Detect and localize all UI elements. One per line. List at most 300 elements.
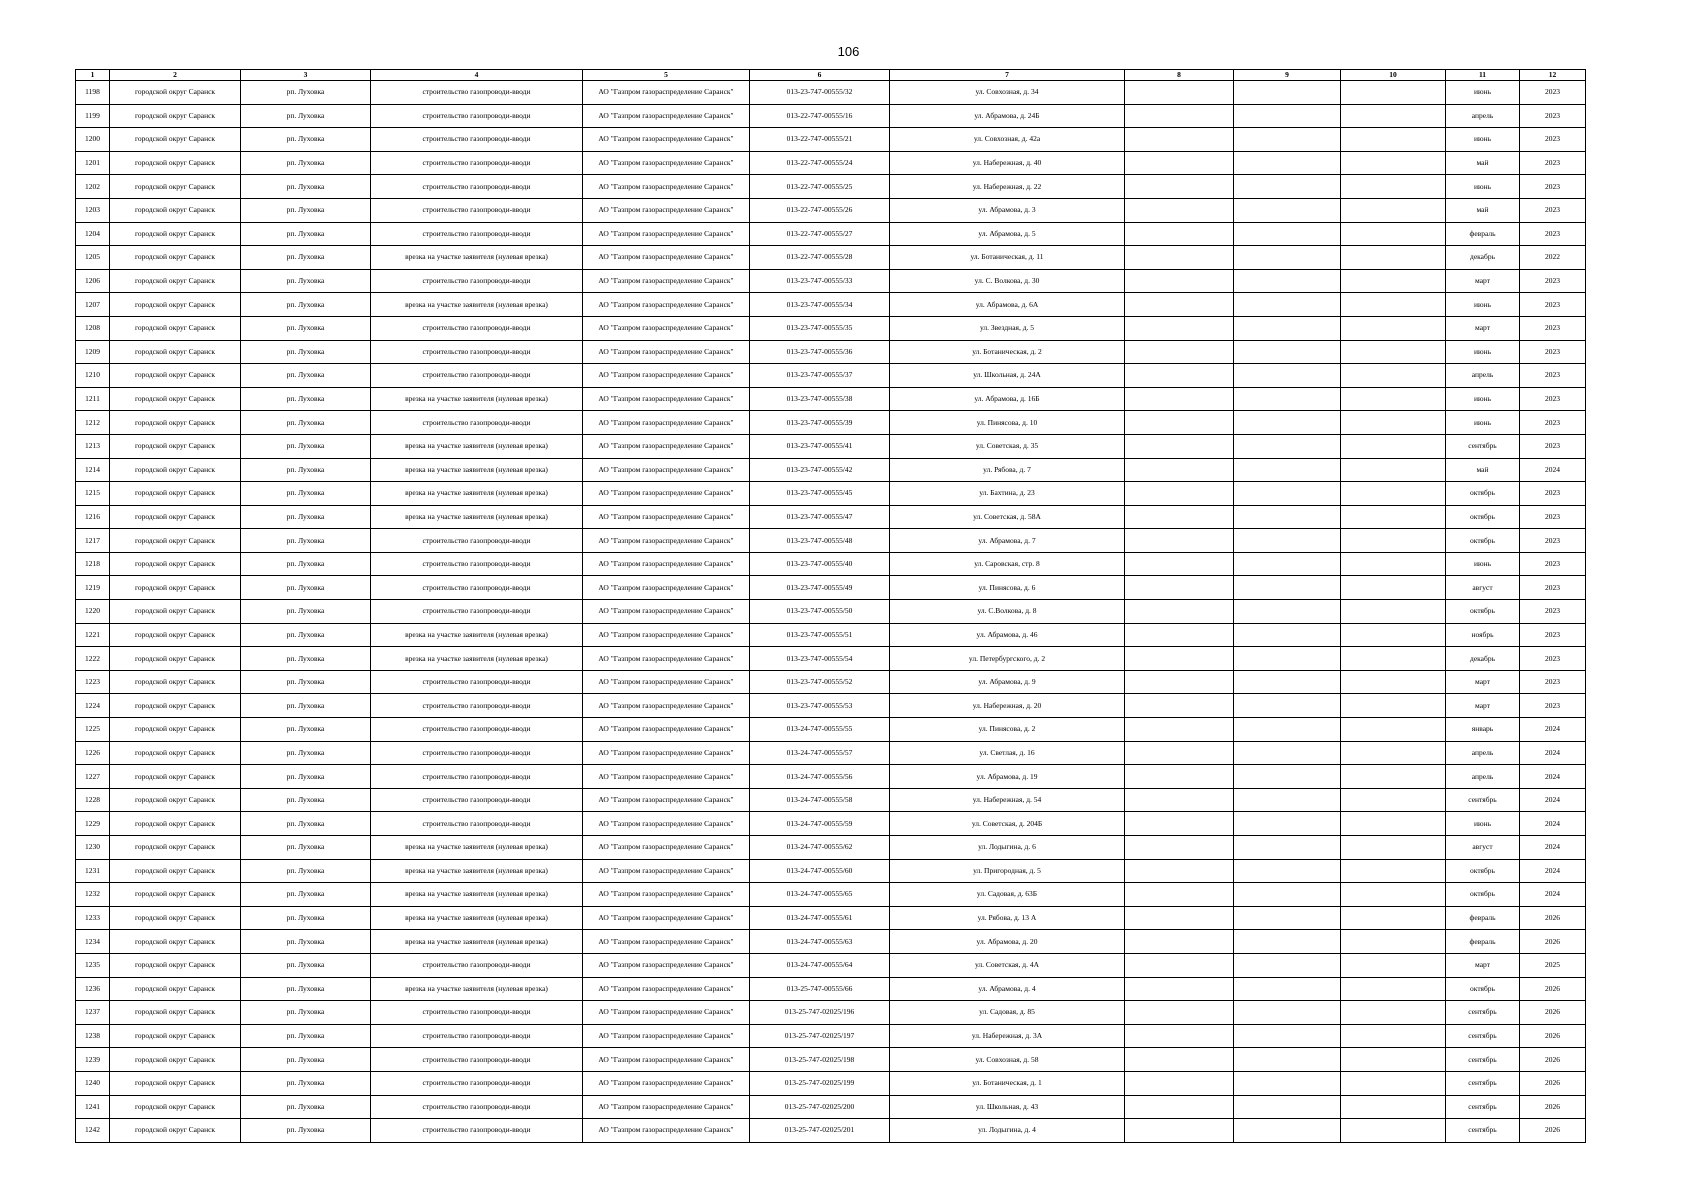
cell-tu-number: 013-23-747-00555/36 xyxy=(750,340,890,364)
table-row xyxy=(76,765,1586,789)
cell-address: ул. Пинясова, д. 2 xyxy=(890,718,1125,742)
cell-address: ул. Советская, д. 58А xyxy=(890,505,1125,529)
cell-settlement: рп. Луховка xyxy=(241,364,371,388)
cell-work-type: врезка на участке заявителя (нулевая врезка) xyxy=(371,434,583,458)
table-row xyxy=(76,741,1586,765)
cell-work-type: строительство газопроводи-вводи xyxy=(371,953,583,977)
cell-tu-number: 013-23-747-00555/35 xyxy=(750,316,890,340)
cell-municipality: городской округ Саранск xyxy=(110,788,241,812)
cell-municipality: городской округ Саранск xyxy=(110,977,241,1001)
cell-settlement: рп. Луховка xyxy=(241,647,371,671)
table-row xyxy=(76,482,1586,506)
cell-settlement: рп. Луховка xyxy=(241,269,371,293)
cell-col-8 xyxy=(1125,694,1234,718)
cell-municipality: городской округ Саранск xyxy=(110,600,241,624)
cell-year: 2023 xyxy=(1520,387,1586,411)
cell-row-number: 1231 xyxy=(76,859,110,883)
cell-organization: АО "Газпром газораспределение Саранск" xyxy=(583,930,750,954)
cell-work-type: строительство газопроводи-вводи xyxy=(371,576,583,600)
cell-year: 2023 xyxy=(1520,411,1586,435)
column-header-10: 10 xyxy=(1341,70,1446,81)
cell-year: 2023 xyxy=(1520,293,1586,317)
cell-row-number: 1203 xyxy=(76,198,110,222)
cell-col-8 xyxy=(1125,718,1234,742)
cell-month: сентябрь xyxy=(1446,1001,1520,1025)
cell-work-type: строительство газопроводи-вводи xyxy=(371,364,583,388)
cell-row-number: 1227 xyxy=(76,765,110,789)
cell-col-8 xyxy=(1125,81,1234,105)
table-row xyxy=(76,364,1586,388)
cell-municipality: городской округ Саранск xyxy=(110,1048,241,1072)
cell-col-10 xyxy=(1341,576,1446,600)
cell-municipality: городской округ Саранск xyxy=(110,906,241,930)
cell-col-10 xyxy=(1341,1001,1446,1025)
cell-col-9 xyxy=(1234,812,1341,836)
cell-month: октябрь xyxy=(1446,977,1520,1001)
cell-work-type: строительство газопроводи-вводи xyxy=(371,529,583,553)
cell-col-9 xyxy=(1234,411,1341,435)
cell-col-9 xyxy=(1234,316,1341,340)
cell-month: ноябрь xyxy=(1446,623,1520,647)
cell-col-10 xyxy=(1341,364,1446,388)
cell-settlement: рп. Луховка xyxy=(241,482,371,506)
column-header-5: 5 xyxy=(583,70,750,81)
cell-row-number: 1225 xyxy=(76,718,110,742)
cell-organization: АО "Газпром газораспределение Саранск" xyxy=(583,434,750,458)
cell-organization: АО "Газпром газораспределение Саранск" xyxy=(583,647,750,671)
cell-organization: АО "Газпром газораспределение Саранск" xyxy=(583,623,750,647)
cell-organization: АО "Газпром газораспределение Саранск" xyxy=(583,600,750,624)
cell-settlement: рп. Луховка xyxy=(241,906,371,930)
cell-tu-number: 013-23-747-00555/52 xyxy=(750,670,890,694)
cell-year: 2026 xyxy=(1520,1001,1586,1025)
cell-year: 2023 xyxy=(1520,529,1586,553)
cell-settlement: рп. Луховка xyxy=(241,316,371,340)
cell-month: сентябрь xyxy=(1446,1024,1520,1048)
cell-municipality: городской округ Саранск xyxy=(110,128,241,152)
cell-settlement: рп. Луховка xyxy=(241,765,371,789)
table-row xyxy=(76,906,1586,930)
table-row xyxy=(76,647,1586,671)
cell-col-10 xyxy=(1341,977,1446,1001)
cell-tu-number: 013-24-747-00555/59 xyxy=(750,812,890,836)
cell-row-number: 1234 xyxy=(76,930,110,954)
cell-col-8 xyxy=(1125,104,1234,128)
table-row xyxy=(76,670,1586,694)
cell-settlement: рп. Луховка xyxy=(241,104,371,128)
cell-address: ул. Абрамова, д. 3 xyxy=(890,198,1125,222)
cell-organization: АО "Газпром газораспределение Саранск" xyxy=(583,718,750,742)
cell-tu-number: 013-25-747-02025/196 xyxy=(750,1001,890,1025)
cell-organization: АО "Газпром газораспределение Саранск" xyxy=(583,222,750,246)
cell-work-type: строительство газопроводи-вводи xyxy=(371,340,583,364)
cell-col-8 xyxy=(1125,788,1234,812)
cell-col-10 xyxy=(1341,175,1446,199)
cell-municipality: городской округ Саранск xyxy=(110,694,241,718)
table-row xyxy=(76,246,1586,270)
column-header-2: 2 xyxy=(110,70,241,81)
cell-col-8 xyxy=(1125,151,1234,175)
cell-address: ул. Абрамова, д. 9 xyxy=(890,670,1125,694)
cell-col-9 xyxy=(1234,529,1341,553)
cell-organization: АО "Газпром газораспределение Саранск" xyxy=(583,953,750,977)
cell-col-8 xyxy=(1125,293,1234,317)
cell-work-type: врезка на участке заявителя (нулевая врезка) xyxy=(371,647,583,671)
cell-col-9 xyxy=(1234,151,1341,175)
cell-col-9 xyxy=(1234,222,1341,246)
cell-row-number: 1216 xyxy=(76,505,110,529)
cell-tu-number: 013-23-747-00555/39 xyxy=(750,411,890,435)
cell-municipality: городской округ Саранск xyxy=(110,529,241,553)
cell-year: 2024 xyxy=(1520,741,1586,765)
cell-address: ул. Набережная, д. 22 xyxy=(890,175,1125,199)
cell-col-8 xyxy=(1125,836,1234,860)
cell-year: 2024 xyxy=(1520,859,1586,883)
cell-year: 2024 xyxy=(1520,836,1586,860)
cell-month: сентябрь xyxy=(1446,1119,1520,1143)
cell-settlement: рп. Луховка xyxy=(241,600,371,624)
cell-year: 2023 xyxy=(1520,647,1586,671)
cell-municipality: городской округ Саранск xyxy=(110,293,241,317)
cell-row-number: 1214 xyxy=(76,458,110,482)
cell-col-10 xyxy=(1341,529,1446,553)
cell-settlement: рп. Луховка xyxy=(241,1119,371,1143)
cell-address: ул. Советская, д. 35 xyxy=(890,434,1125,458)
cell-address: ул. Ботаническая, д. 2 xyxy=(890,340,1125,364)
cell-settlement: рп. Луховка xyxy=(241,222,371,246)
cell-tu-number: 013-23-747-00555/54 xyxy=(750,647,890,671)
cell-address: ул. Саровская, стр. 8 xyxy=(890,552,1125,576)
cell-row-number: 1232 xyxy=(76,883,110,907)
cell-year: 2023 xyxy=(1520,434,1586,458)
cell-col-8 xyxy=(1125,434,1234,458)
cell-address: ул. Пинясова, д. 6 xyxy=(890,576,1125,600)
cell-organization: АО "Газпром газораспределение Саранск" xyxy=(583,859,750,883)
cell-municipality: городской округ Саранск xyxy=(110,741,241,765)
cell-tu-number: 013-22-747-00555/24 xyxy=(750,151,890,175)
cell-work-type: врезка на участке заявителя (нулевая врезка) xyxy=(371,906,583,930)
table-row xyxy=(76,505,1586,529)
cell-settlement: рп. Луховка xyxy=(241,836,371,860)
cell-settlement: рп. Луховка xyxy=(241,340,371,364)
cell-address: ул. Садовая, д. 85 xyxy=(890,1001,1125,1025)
table-row xyxy=(76,529,1586,553)
cell-row-number: 1200 xyxy=(76,128,110,152)
cell-row-number: 1199 xyxy=(76,104,110,128)
cell-municipality: городской округ Саранск xyxy=(110,836,241,860)
cell-address: ул. Светлая, д. 16 xyxy=(890,741,1125,765)
cell-col-10 xyxy=(1341,600,1446,624)
cell-col-10 xyxy=(1341,930,1446,954)
cell-col-8 xyxy=(1125,600,1234,624)
cell-col-9 xyxy=(1234,293,1341,317)
cell-col-10 xyxy=(1341,953,1446,977)
table-row xyxy=(76,718,1586,742)
cell-tu-number: 013-24-747-00555/58 xyxy=(750,788,890,812)
cell-month: сентябрь xyxy=(1446,1071,1520,1095)
cell-row-number: 1239 xyxy=(76,1048,110,1072)
cell-organization: АО "Газпром газораспределение Саранск" xyxy=(583,529,750,553)
cell-col-9 xyxy=(1234,741,1341,765)
cell-col-10 xyxy=(1341,340,1446,364)
cell-organization: АО "Газпром газораспределение Саранск" xyxy=(583,316,750,340)
cell-settlement: рп. Луховка xyxy=(241,741,371,765)
cell-month: июнь xyxy=(1446,81,1520,105)
cell-month: февраль xyxy=(1446,906,1520,930)
cell-address: ул. Ботаническая, д. 11 xyxy=(890,246,1125,270)
cell-settlement: рп. Луховка xyxy=(241,718,371,742)
cell-col-10 xyxy=(1341,836,1446,860)
cell-col-10 xyxy=(1341,1071,1446,1095)
cell-month: август xyxy=(1446,836,1520,860)
table-row xyxy=(76,1001,1586,1025)
cell-settlement: рп. Луховка xyxy=(241,1024,371,1048)
cell-col-9 xyxy=(1234,600,1341,624)
cell-col-8 xyxy=(1125,623,1234,647)
cell-col-9 xyxy=(1234,198,1341,222)
cell-address: ул. Пинясова, д. 10 xyxy=(890,411,1125,435)
cell-tu-number: 013-23-747-00555/45 xyxy=(750,482,890,506)
cell-row-number: 1213 xyxy=(76,434,110,458)
cell-col-9 xyxy=(1234,836,1341,860)
cell-col-8 xyxy=(1125,906,1234,930)
cell-tu-number: 013-24-747-00555/62 xyxy=(750,836,890,860)
cell-col-8 xyxy=(1125,812,1234,836)
cell-year: 2026 xyxy=(1520,1071,1586,1095)
cell-address: ул. С. Волкова, д. 30 xyxy=(890,269,1125,293)
cell-col-8 xyxy=(1125,930,1234,954)
cell-col-9 xyxy=(1234,552,1341,576)
cell-settlement: рп. Луховка xyxy=(241,198,371,222)
cell-organization: АО "Газпром газораспределение Саранск" xyxy=(583,906,750,930)
cell-municipality: городской округ Саранск xyxy=(110,411,241,435)
page-number: 106 xyxy=(837,44,860,59)
column-header-12: 12 xyxy=(1520,70,1586,81)
cell-work-type: строительство газопроводи-вводи xyxy=(371,1001,583,1025)
column-number-header-row xyxy=(76,70,1586,81)
cell-col-8 xyxy=(1125,576,1234,600)
cell-month: май xyxy=(1446,151,1520,175)
cell-year: 2024 xyxy=(1520,718,1586,742)
cell-row-number: 1229 xyxy=(76,812,110,836)
cell-year: 2023 xyxy=(1520,552,1586,576)
cell-col-10 xyxy=(1341,434,1446,458)
cell-col-10 xyxy=(1341,246,1446,270)
cell-organization: АО "Газпром газораспределение Саранск" xyxy=(583,411,750,435)
cell-month: март xyxy=(1446,953,1520,977)
cell-month: октябрь xyxy=(1446,482,1520,506)
cell-organization: АО "Газпром газораспределение Саранск" xyxy=(583,246,750,270)
cell-col-9 xyxy=(1234,387,1341,411)
cell-col-9 xyxy=(1234,1048,1341,1072)
cell-tu-number: 013-22-747-00555/25 xyxy=(750,175,890,199)
cell-col-8 xyxy=(1125,246,1234,270)
cell-year: 2023 xyxy=(1520,623,1586,647)
cell-settlement: рп. Луховка xyxy=(241,151,371,175)
cell-row-number: 1205 xyxy=(76,246,110,270)
cell-settlement: рп. Луховка xyxy=(241,977,371,1001)
table-row xyxy=(76,623,1586,647)
cell-municipality: городской округ Саранск xyxy=(110,1071,241,1095)
cell-organization: АО "Газпром газораспределение Саранск" xyxy=(583,505,750,529)
cell-row-number: 1242 xyxy=(76,1119,110,1143)
cell-row-number: 1201 xyxy=(76,151,110,175)
cell-work-type: врезка на участке заявителя (нулевая врезка) xyxy=(371,977,583,1001)
cell-row-number: 1223 xyxy=(76,670,110,694)
cell-col-10 xyxy=(1341,765,1446,789)
cell-address: ул. Петербургского, д. 2 xyxy=(890,647,1125,671)
cell-col-10 xyxy=(1341,81,1446,105)
cell-municipality: городской округ Саранск xyxy=(110,364,241,388)
cell-col-9 xyxy=(1234,977,1341,1001)
cell-settlement: рп. Луховка xyxy=(241,1001,371,1025)
cell-month: сентябрь xyxy=(1446,788,1520,812)
cell-address: ул. Лодыгина, д. 4 xyxy=(890,1119,1125,1143)
cell-organization: АО "Газпром газораспределение Саранск" xyxy=(583,883,750,907)
cell-municipality: городской округ Саранск xyxy=(110,1024,241,1048)
cell-municipality: городской округ Саранск xyxy=(110,552,241,576)
cell-row-number: 1235 xyxy=(76,953,110,977)
cell-work-type: строительство газопроводи-вводи xyxy=(371,812,583,836)
cell-municipality: городской округ Саранск xyxy=(110,505,241,529)
cell-organization: АО "Газпром газораспределение Саранск" xyxy=(583,81,750,105)
cell-municipality: городской округ Саранск xyxy=(110,434,241,458)
cell-row-number: 1220 xyxy=(76,600,110,624)
cell-col-8 xyxy=(1125,883,1234,907)
cell-organization: АО "Газпром газораспределение Саранск" xyxy=(583,458,750,482)
table-row xyxy=(76,1071,1586,1095)
cell-tu-number: 013-23-747-00555/51 xyxy=(750,623,890,647)
cell-organization: АО "Газпром газораспределение Саранск" xyxy=(583,293,750,317)
cell-work-type: врезка на участке заявителя (нулевая врезка) xyxy=(371,387,583,411)
cell-tu-number: 013-24-747-00555/63 xyxy=(750,930,890,954)
cell-col-10 xyxy=(1341,1048,1446,1072)
cell-year: 2023 xyxy=(1520,600,1586,624)
cell-municipality: городской округ Саранск xyxy=(110,104,241,128)
cell-municipality: городской округ Саранск xyxy=(110,647,241,671)
table-row xyxy=(76,576,1586,600)
register-table xyxy=(75,69,1586,1143)
cell-settlement: рп. Луховка xyxy=(241,293,371,317)
cell-address: ул. Совхозная, д. 42а xyxy=(890,128,1125,152)
cell-organization: АО "Газпром газораспределение Саранск" xyxy=(583,104,750,128)
column-header-1: 1 xyxy=(76,70,110,81)
cell-work-type: врезка на участке заявителя (нулевая врезка) xyxy=(371,505,583,529)
cell-year: 2023 xyxy=(1520,340,1586,364)
cell-organization: АО "Газпром газораспределение Саранск" xyxy=(583,836,750,860)
cell-tu-number: 013-22-747-00555/16 xyxy=(750,104,890,128)
cell-col-9 xyxy=(1234,788,1341,812)
cell-col-10 xyxy=(1341,623,1446,647)
cell-municipality: городской округ Саранск xyxy=(110,175,241,199)
table-row xyxy=(76,600,1586,624)
cell-organization: АО "Газпром газораспределение Саранск" xyxy=(583,1071,750,1095)
cell-month: сентябрь xyxy=(1446,1095,1520,1119)
cell-work-type: строительство газопроводи-вводи xyxy=(371,222,583,246)
cell-col-9 xyxy=(1234,765,1341,789)
cell-col-8 xyxy=(1125,128,1234,152)
cell-organization: АО "Газпром газораспределение Саранск" xyxy=(583,552,750,576)
cell-settlement: рп. Луховка xyxy=(241,434,371,458)
cell-month: март xyxy=(1446,694,1520,718)
table-row xyxy=(76,81,1586,105)
table-row xyxy=(76,175,1586,199)
table-row xyxy=(76,340,1586,364)
cell-month: октябрь xyxy=(1446,505,1520,529)
cell-tu-number: 013-22-747-00555/28 xyxy=(750,246,890,270)
cell-col-9 xyxy=(1234,458,1341,482)
cell-col-8 xyxy=(1125,458,1234,482)
cell-col-10 xyxy=(1341,647,1446,671)
cell-col-9 xyxy=(1234,718,1341,742)
cell-municipality: городской округ Саранск xyxy=(110,883,241,907)
cell-work-type: врезка на участке заявителя (нулевая врезка) xyxy=(371,482,583,506)
cell-row-number: 1215 xyxy=(76,482,110,506)
cell-address: ул. Звездная, д. 5 xyxy=(890,316,1125,340)
cell-col-10 xyxy=(1341,316,1446,340)
cell-work-type: строительство газопроводи-вводи xyxy=(371,670,583,694)
cell-address: ул. Набережная, д. 54 xyxy=(890,788,1125,812)
cell-col-9 xyxy=(1234,670,1341,694)
cell-municipality: городской округ Саранск xyxy=(110,1095,241,1119)
cell-col-10 xyxy=(1341,552,1446,576)
cell-col-10 xyxy=(1341,694,1446,718)
cell-work-type: строительство газопроводи-вводи xyxy=(371,765,583,789)
cell-col-9 xyxy=(1234,340,1341,364)
cell-row-number: 1226 xyxy=(76,741,110,765)
table-row xyxy=(76,1048,1586,1072)
cell-month: июнь xyxy=(1446,128,1520,152)
cell-row-number: 1230 xyxy=(76,836,110,860)
cell-address: ул. Рябова, д. 7 xyxy=(890,458,1125,482)
cell-work-type: строительство газопроводи-вводи xyxy=(371,694,583,718)
cell-organization: АО "Газпром газораспределение Саранск" xyxy=(583,175,750,199)
table-row xyxy=(76,222,1586,246)
cell-tu-number: 013-23-747-00555/50 xyxy=(750,600,890,624)
cell-col-8 xyxy=(1125,505,1234,529)
cell-work-type: строительство газопроводи-вводи xyxy=(371,269,583,293)
cell-work-type: строительство газопроводи-вводи xyxy=(371,1119,583,1143)
table-row xyxy=(76,458,1586,482)
cell-settlement: рп. Луховка xyxy=(241,623,371,647)
cell-settlement: рп. Луховка xyxy=(241,812,371,836)
cell-col-8 xyxy=(1125,175,1234,199)
cell-work-type: строительство газопроводи-вводи xyxy=(371,411,583,435)
cell-organization: АО "Газпром газораспределение Саранск" xyxy=(583,1095,750,1119)
cell-tu-number: 013-25-747-02025/199 xyxy=(750,1071,890,1095)
cell-municipality: городской округ Саранск xyxy=(110,670,241,694)
cell-year: 2023 xyxy=(1520,364,1586,388)
cell-year: 2026 xyxy=(1520,1095,1586,1119)
cell-month: апрель xyxy=(1446,765,1520,789)
column-header-3: 3 xyxy=(241,70,371,81)
cell-col-8 xyxy=(1125,222,1234,246)
table-row xyxy=(76,1024,1586,1048)
cell-work-type: врезка на участке заявителя (нулевая врезка) xyxy=(371,293,583,317)
cell-work-type: строительство газопроводи-вводи xyxy=(371,198,583,222)
cell-month: июнь xyxy=(1446,812,1520,836)
cell-col-10 xyxy=(1341,741,1446,765)
cell-tu-number: 013-23-747-00555/47 xyxy=(750,505,890,529)
cell-month: июнь xyxy=(1446,387,1520,411)
cell-col-9 xyxy=(1234,128,1341,152)
table-row xyxy=(76,953,1586,977)
cell-settlement: рп. Луховка xyxy=(241,788,371,812)
cell-col-10 xyxy=(1341,293,1446,317)
cell-organization: АО "Газпром газораспределение Саранск" xyxy=(583,765,750,789)
cell-year: 2026 xyxy=(1520,930,1586,954)
cell-settlement: рп. Луховка xyxy=(241,576,371,600)
